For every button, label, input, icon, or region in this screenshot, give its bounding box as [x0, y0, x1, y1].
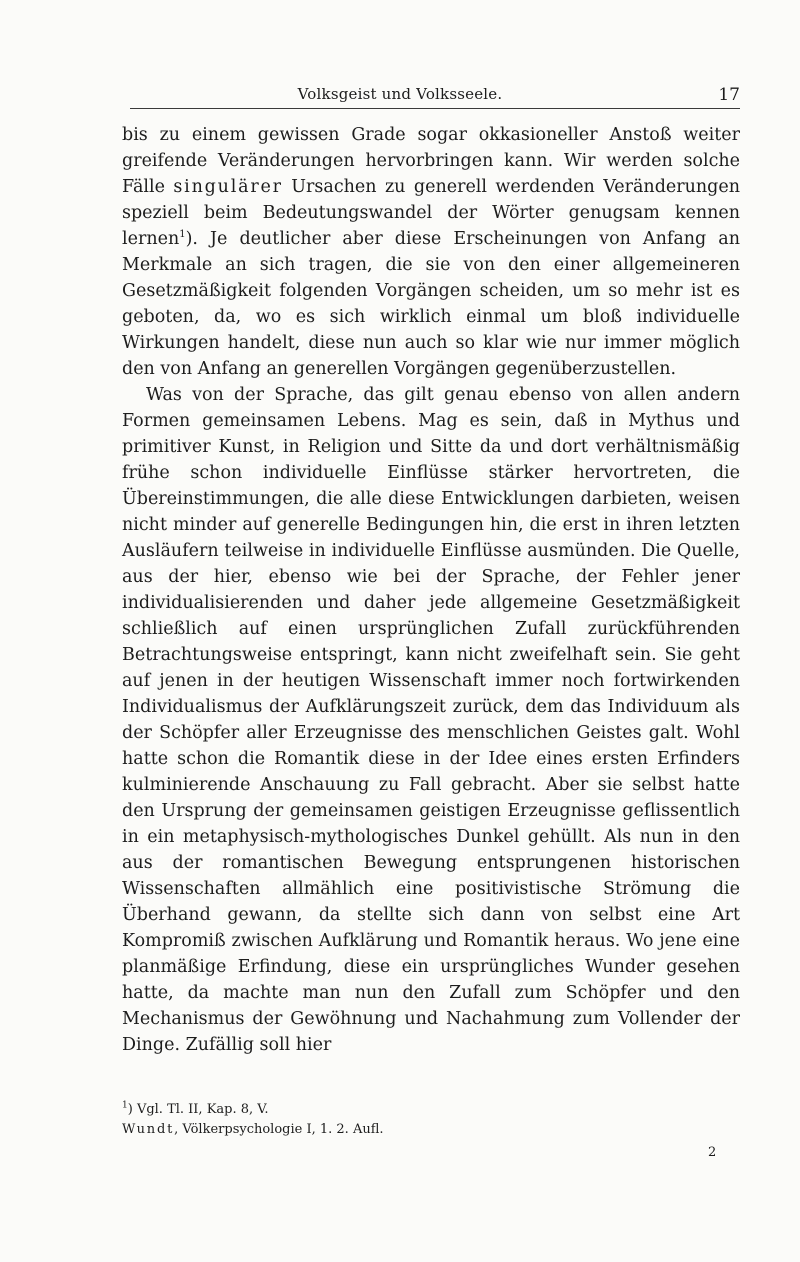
- paragraph-2: Was von der Sprache, das gilt genau ebenso von allen andern Formen gemeinsamen Lebens. Mag es sein, daß in Mythus und primitiver Kunst, in Religion und Sitte da und dort verhältnismäßig frühe schon individuelle Einflüsse stärker hervortreten, die Übereinstimmungen, die alle diese Entwicklungen darbieten, weisen nicht minder auf generelle Bedingungen hin, die erst in ihren letzten Ausläufern teilweise in individuelle Einflüsse ausmünden. Die Quelle, aus der hier, ebenso wie bei der Sprache, der Fehler jener individualisierenden und daher jede allgemeine Gesetzmäßigkeit schließlich auf einen ursprünglichen Zufall zurückführenden Betrachtungsweise entspringt, kann nicht zweifelhaft sein. Sie geht auf jenen in der heutigen Wissenschaft immer noch fortwirkenden Individualismus der Aufklärungszeit zurück, dem das Individuum als der Schöpfer aller Erzeugnisse des menschlichen Geistes galt. Wohl hatte schon die Romantik diese in der Idee eines ersten Erfinders kulminierende Anschauung zu Fall gebracht. Aber sie selbst hatte den Ursprung der gemeinsamen geistigen Erzeugnisse geflissentlich in ein metaphysisch-mythologisches Dunkel gehüllt. Als nun in den aus der romantischen Bewegung entsprungenen historischen Wissenschaften allmählich eine positivistische Strömung die Überhand gewann, da stellte sich dann von selbst eine Art Kompromiß zwischen Aufklärung und Romantik heraus. Wo jene eine planmäßige Erfindung, diese ein ursprüngliches Wunder gesehen hatte, da machte man nun den Zufall zum Schöpfer und den Mechanismus der Gewöhnung und Nachahmung zum Vollender der Dinge. Zufällig soll hier: [122, 385, 740, 1055]
- footnote-2: [122, 1120, 740, 1140]
- page-number: 17: [718, 85, 740, 105]
- printer-signature: 2: [708, 1145, 717, 1160]
- footnote-2-author: Wundt: [122, 1122, 175, 1137]
- footnote-1: [122, 1100, 740, 1120]
- footnotes: [122, 1100, 740, 1140]
- emphasis-singularer: singulärer: [173, 177, 283, 197]
- footnote-1-mark: 1: [122, 1100, 128, 1111]
- running-title: Volksgeist und Volksseele.: [297, 85, 503, 103]
- paragraph-1: [122, 122, 740, 382]
- footnote-2-text: , Völkerpsychologie I, 1. 2. Aufl.: [174, 1122, 384, 1137]
- footnote-1-text: ) Vgl. Tl. II, Kap. 8, V.: [127, 1102, 269, 1117]
- paragraph-1-text-b: Ursachen zu generell werdenden Veränderungen speziell beim Bedeutungswandel der Wörter genugsam kennen lernen: [122, 177, 740, 249]
- page-header: [120, 72, 740, 112]
- footnote-reference: 1: [179, 229, 186, 241]
- header-rule: [130, 108, 740, 109]
- paragraph-1-text-c: ). Je deutlicher aber diese Erscheinungen von Anfang an Merkmale an sich tragen, die sie von den einer allgemeineren Gesetzmäßigkeit folgenden Vorgängen scheiden, um so mehr ist es geboten, da, wo es sich wirklich einmal um bloß individuelle Wirkungen handelt, diese nun auch so klar wie nur immer möglich den von Anfang an generellen Vorgängen gegenüberzustellen.: [122, 229, 740, 379]
- main-text: [122, 122, 740, 1058]
- paragraph-1-text-a: bis zu einem gewissen Grade sogar okkasioneller Anstoß weiter greifende Veränderungen hervorbringen kann. Wir werden solche Fälle: [122, 125, 740, 197]
